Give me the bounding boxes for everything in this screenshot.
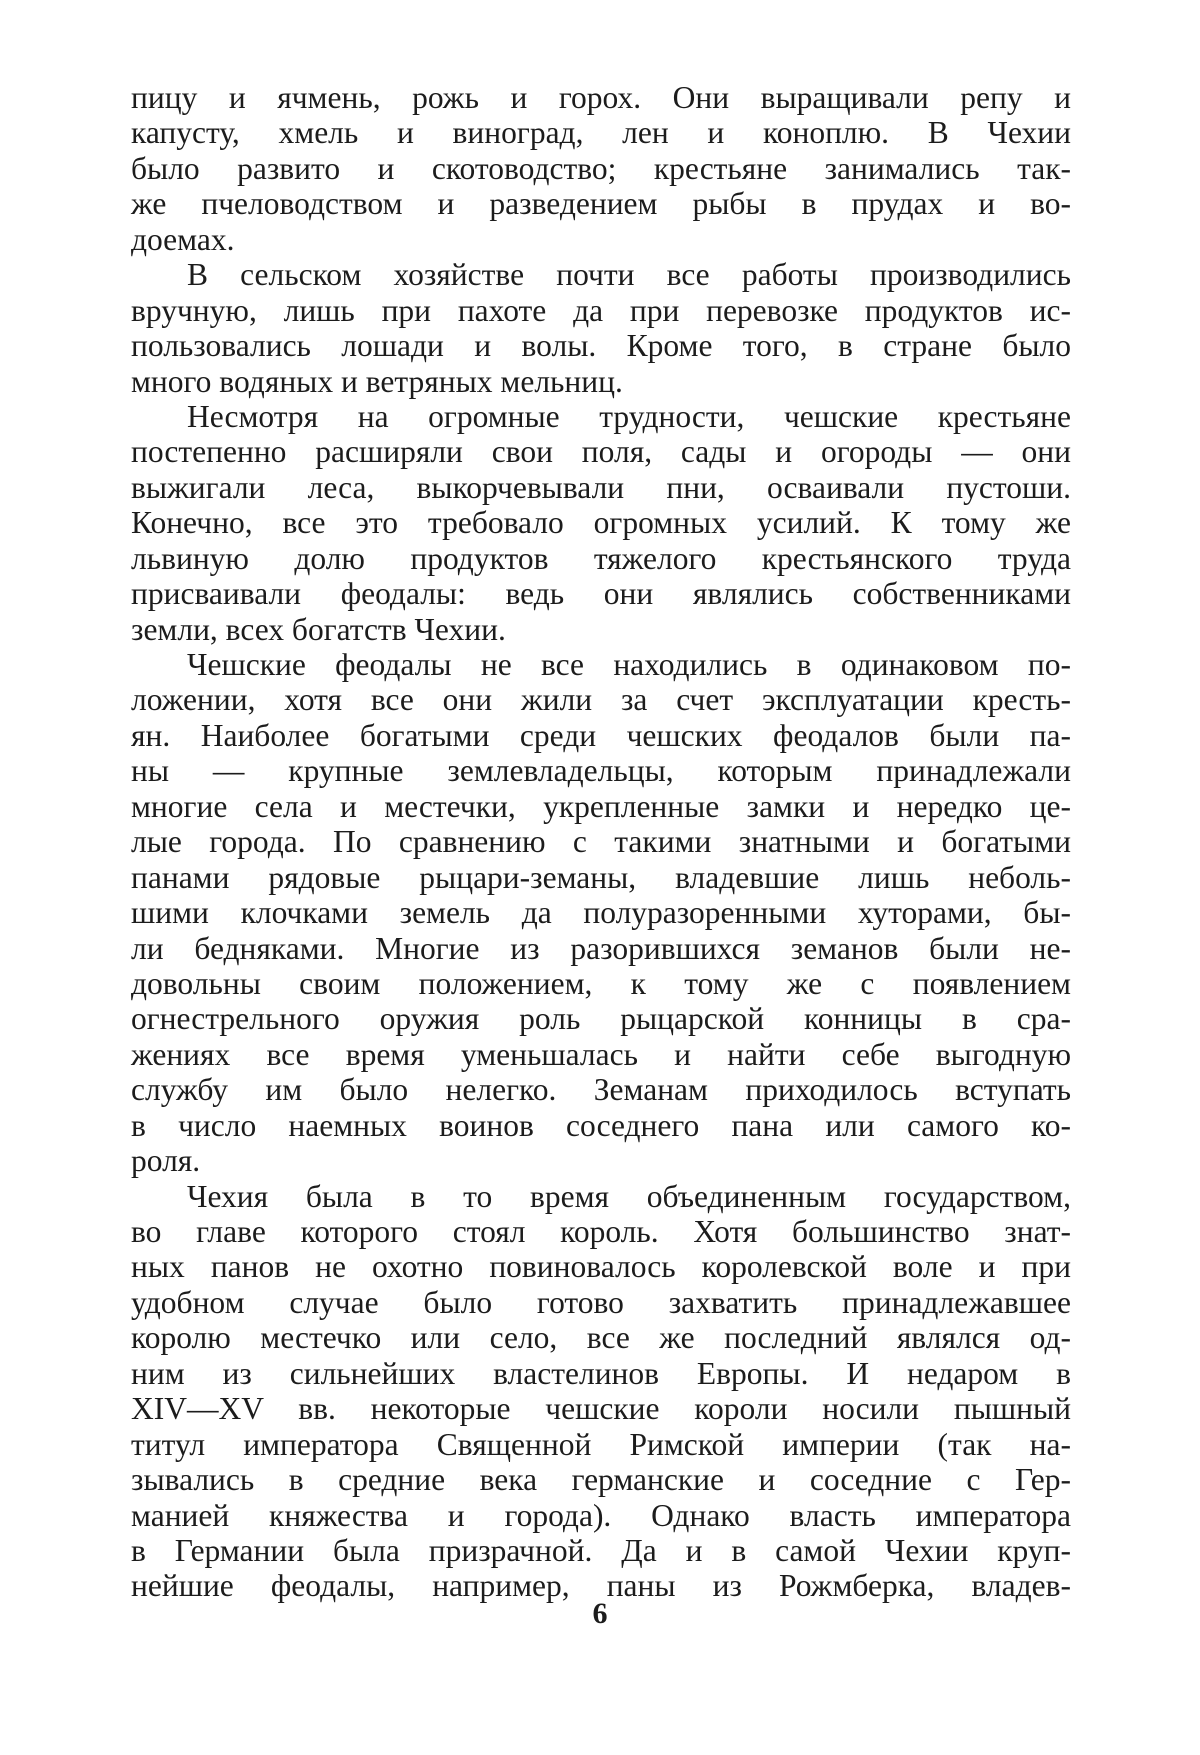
text-line: манией княжества и города). Однако власть императора (131, 1497, 1071, 1533)
text-line: во главе которого стоял король. Хотя большинство знат- (131, 1214, 1071, 1249)
text-line: титул императора Священной Римской империи (так на- (131, 1426, 1071, 1462)
text-line: ложении, хотя все они жили за счет эксплуатации кресть- (131, 682, 1071, 718)
text-line: панами рядовые рыцари-земаны, владевшие лишь неболь- (131, 859, 1071, 895)
text-line: многие села и местечки, укрепленные замки и нередко це- (131, 788, 1071, 824)
text-line: В сельском хозяйстве почти все работы производились (187, 257, 1071, 293)
text-line: роля. (131, 1143, 201, 1179)
text-line: земли, всех богатств Чехии. (131, 611, 506, 647)
paragraph (131, 647, 1071, 1179)
text-line: много водяных и ветряных мельниц. (131, 363, 623, 399)
text-line: ним из сильнейших властелинов Европы. И недаром в (131, 1355, 1071, 1391)
text-line: жениях все время уменьшалась и найти себе выгодную (131, 1036, 1071, 1072)
text-line: огнестрельного оружия роль рыцарской конницы в сра- (131, 1001, 1071, 1037)
text-line: доемах. (131, 221, 235, 257)
text-line: довольны своим положением, к тому же с появлением (131, 965, 1071, 1001)
paragraph (131, 399, 1071, 647)
text-line: ли бедняками. Многие из разорившихся земанов были не- (131, 930, 1071, 966)
body-text (131, 80, 1071, 1604)
text-line: пицу и ячмень, рожь и горох. Они выращивали репу и (131, 80, 1071, 115)
paragraph (131, 1179, 1071, 1604)
text-line: Чешские феодалы не все находились в одинаковом по- (187, 647, 1071, 682)
page-number: 6 (592, 1597, 608, 1630)
text-line: вручную, лишь при пахоте да при перевозке продуктов ис- (131, 292, 1071, 328)
text-line: королю местечко или село, все же последний являлся од- (131, 1320, 1071, 1356)
text-line: присваивали феодалы: ведь они являлись собственниками (131, 576, 1071, 612)
text-line: удобном случае было готово захватить принадлежавшее (131, 1284, 1071, 1320)
text-line: Конечно, все это требовало огромных усилий. К тому же (131, 505, 1071, 541)
text-line: выжигали леса, выкорчевывали пни, осваивали пустоши. (131, 469, 1071, 505)
text-line: лые города. По сравнению с такими знатными и богатыми (131, 824, 1071, 860)
text-line: пользовались лошади и волы. Кроме того, в стране было (131, 328, 1071, 364)
text-line: Несмотря на огромные трудности, чешские крестьяне (187, 398, 1071, 434)
text-line: службу им было нелегко. Земанам приходилось вступать (131, 1072, 1071, 1108)
text-line: Чехия была в то время объединенным государством, (187, 1178, 1071, 1214)
text-line: нейшие феодалы, например, паны из Рожмберка, владев- (131, 1568, 1071, 1604)
text-line: в число наемных воинов соседнего пана или самого ко- (131, 1107, 1071, 1143)
text-line: XIV—XV вв. некоторые чешские короли носили пышный (131, 1391, 1071, 1427)
text-line: капусту, хмель и виноград, лен и коноплю. В Чехии (131, 115, 1071, 151)
text-line: в Германии была призрачной. Да и в самой Чехии круп- (131, 1532, 1071, 1568)
text-line: ян. Наиболее богатыми среди чешских феодалов были па- (131, 717, 1071, 753)
text-line: ных панов не охотно повиновалось королевской воле и при (131, 1249, 1071, 1285)
text-line: было развито и скотоводство; крестьяне занимались так- (131, 150, 1071, 186)
text-line: шими клочками земель да полуразоренными хуторами, бы- (131, 895, 1071, 931)
text-line: ны — крупные землевладельцы, которым принадлежали (131, 753, 1071, 789)
text-line: львиную долю продуктов тяжелого крестьянского труда (131, 540, 1071, 576)
text-line: постепенно расширяли свои поля, сады и огороды — они (131, 434, 1071, 470)
text-line: зывались в средние века германские и соседние с Гер- (131, 1462, 1071, 1498)
text-line: же пчеловодством и разведением рыбы в прудах и во- (131, 186, 1071, 222)
paragraph (131, 80, 1071, 257)
paragraph (131, 257, 1071, 399)
